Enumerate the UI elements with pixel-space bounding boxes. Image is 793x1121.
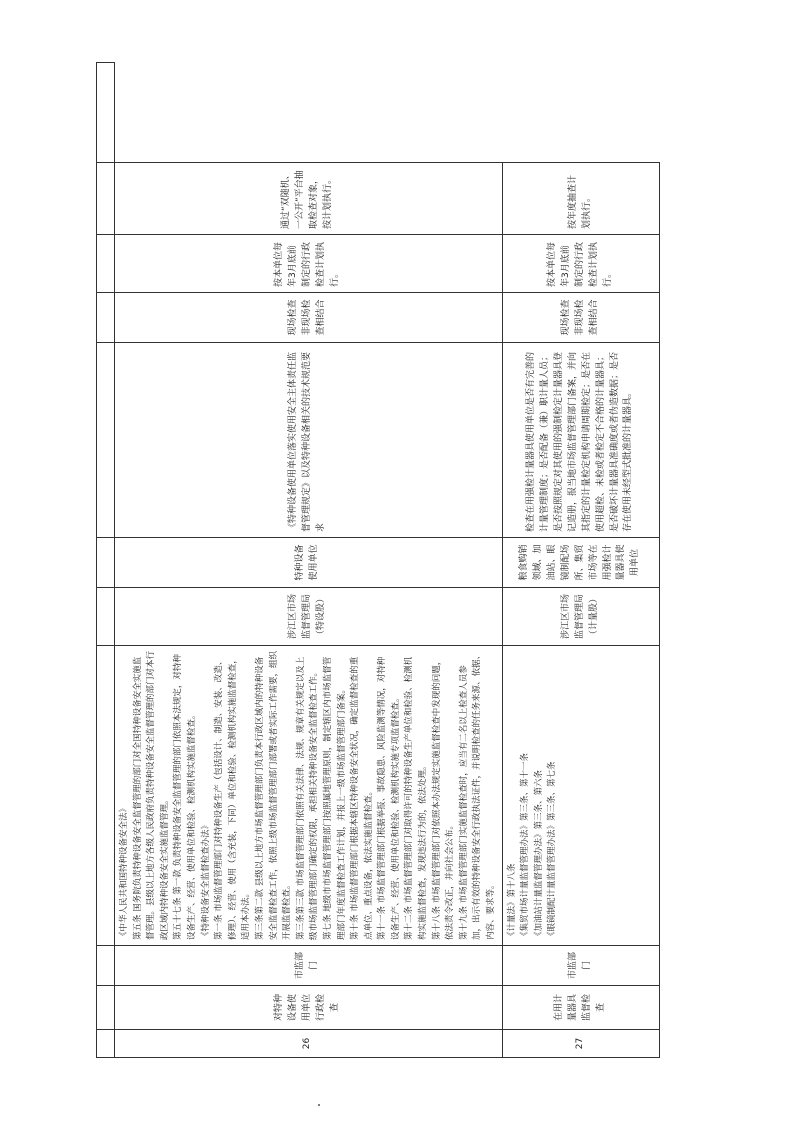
- table-row-top-strip: [97, 63, 115, 1058]
- basis-line: 第十一条 市场监督管理部门根据举报、事故隐患、风险监测等情况，对特种设备生产、经营、使用单位和检验、检测机构实施专项监督检查。: [377, 656, 401, 940]
- basis-line: 第十九条 市场监督管理部门实施监督检查时，应当有二名以上检查人员参加，出示有效的特种设备安全行政执法证件，并说明检查的任务来源、依据、内容、要求等。: [458, 650, 497, 940]
- inspection-item: 对特种设备使用单位行政检查: [115, 986, 503, 1030]
- top-strip-cell: [97, 986, 115, 1030]
- table-row: [115, 63, 503, 1058]
- legal-basis: [115, 646, 503, 946]
- remarks: 通过“双随机、一公开”平台抽取检查对象，按计划执行。: [115, 163, 503, 235]
- basis-line: 第七条 地级市市场监督管理部门按照属地管理原则，制定辖区内市场监督管理部门年度监督检查工作计划，并报上一级市场监督管理部门备案。: [322, 656, 347, 940]
- inspection-table: [96, 62, 660, 1058]
- inspection-object: 特种设备使用单位: [115, 538, 503, 588]
- legal-basis: [502, 646, 659, 946]
- department: 市监部门: [502, 946, 659, 986]
- inspection-method: 现场检查非现场检查相结合: [502, 293, 659, 343]
- basis-line: 第五条 国务院负责特种设备安全监督管理的部门对全国特种设备安全实施监督管理。县级以上地方各级人民政府负责特种设备安全监督管理的部门对本行政区域内特种设备安全实施监督管理。: [132, 650, 170, 940]
- top-strip-cell: [97, 946, 115, 986]
- inspection-object: 粮食购销领域、加油站、眼镜制配场所、集贸市场等在用强检计量器具使用单位: [502, 538, 659, 588]
- basis-line: 第三条第二款 县级以上地方市场监督管理部门负责本行政区域内的特种设备安全监督检查工作，依照上级市场监督管理部门部署或者实际工作需要，组织开展监督检查。: [254, 650, 293, 940]
- basis-line: 《计量法》第十八条: [506, 863, 517, 940]
- scan-speck: [318, 1104, 320, 1106]
- basis-line: 第五十七条 第一款 负责特种设备安全监督管理的部门依照本法规定，对特种设备生产、经营、使用单位和检验、检测机构实施监督检查。: [173, 654, 197, 940]
- inspection-content: 《特种设备使用单位落实使用安全主体责任监督管理规定》以及特种设备相关的技术规范要求: [115, 343, 503, 538]
- top-strip-cell: [97, 343, 115, 538]
- inspection-content: 检查在用强检计量器具使用单位是否有完善的计量管理制度；是否配备（兼）职计量人员；是否按照规定对其使用的强制检定计量器具登记造册，报当地市场监督管理部门备案，并向其指定的计量检定机构申请周期检定；是否在使用超检、未检或者检定不合格的计量器具；是否破坏计量器具准确度或者伪造数据；是否存在使用未经型式批准的计量器具。: [502, 343, 659, 538]
- top-strip-cell: [97, 588, 115, 646]
- basis-line: 第一条 市场监督管理部门对特种设备生产（包括设计、制造、安装、改造、修理）、经营、使用（含充装，下同）单位和检验、检测机构实施监督检查，适用本办法。: [214, 655, 252, 940]
- top-strip-cell: [97, 538, 115, 588]
- inspection-item: 在用计量器具监督检查: [502, 986, 659, 1030]
- department: 市监部门: [115, 946, 503, 986]
- top-strip-cell: [97, 293, 115, 343]
- basis-line: 第十条 市场监督管理部门根据本辖区特种设备安全状况，确定监督检查的重点单位、重点设备，依法实施监督检查。: [350, 656, 374, 940]
- top-strip-cell: [97, 63, 115, 163]
- implementing-agency: 涉江区市场监督管理局（特设股）: [115, 588, 503, 646]
- basis-line: 《中华人民共和国特种设备安全法》: [119, 803, 129, 940]
- basis-line: 第十八条 市场监督管理部门对依照本办法规定实施监督检查中发现的问题，依法责令改正，并向社会公布。: [431, 656, 456, 940]
- rotated-table-wrapper: [96, 63, 641, 1058]
- inspection-frequency: 按本单位每年3月底前制定的行政检查计划执行。: [115, 235, 503, 293]
- remarks: 按年度抽查计划执行。: [502, 163, 659, 235]
- basis-line: 《集贸市场计量监督管理办法》第三条、第十一条: [520, 752, 531, 940]
- row-number: 27: [502, 1030, 659, 1058]
- basis-line: 《特种设备安全监督检查办法》: [200, 820, 211, 940]
- top-strip-cell: [97, 235, 115, 293]
- inspection-frequency: 按本单位每年3月底前制定的行政检查计划执行。: [502, 235, 659, 293]
- top-strip-cell: [97, 646, 115, 946]
- table-row: [502, 63, 659, 1058]
- top-strip-cell: [97, 1030, 115, 1058]
- top-strip-cell: [97, 163, 115, 235]
- basis-line: 《加油站计量监督管理办法》第三条、第六条: [533, 769, 544, 940]
- row-number: 26: [115, 1030, 503, 1058]
- basis-line: 第三条第三款 市场监督管理部门依照有关法律、法规、规章有关规定以及上级市场监督管理部门确定的权限，承担相关特种设备安全监督检查工作。: [295, 656, 320, 940]
- basis-line: 第十二条 市场监督管理部门对取得许可的特种设备生产单位和检验、检测机构实施监督检查，发现违法行为的，依法处理。: [404, 656, 429, 940]
- implementing-agency: 涉江区市场监督管理局（计量股）: [502, 588, 659, 646]
- basis-line: 《眼镜制配计量监督管理办法》第三条、第七条: [547, 761, 558, 940]
- inspection-method: 现场检查非现场检查相结合: [115, 293, 503, 343]
